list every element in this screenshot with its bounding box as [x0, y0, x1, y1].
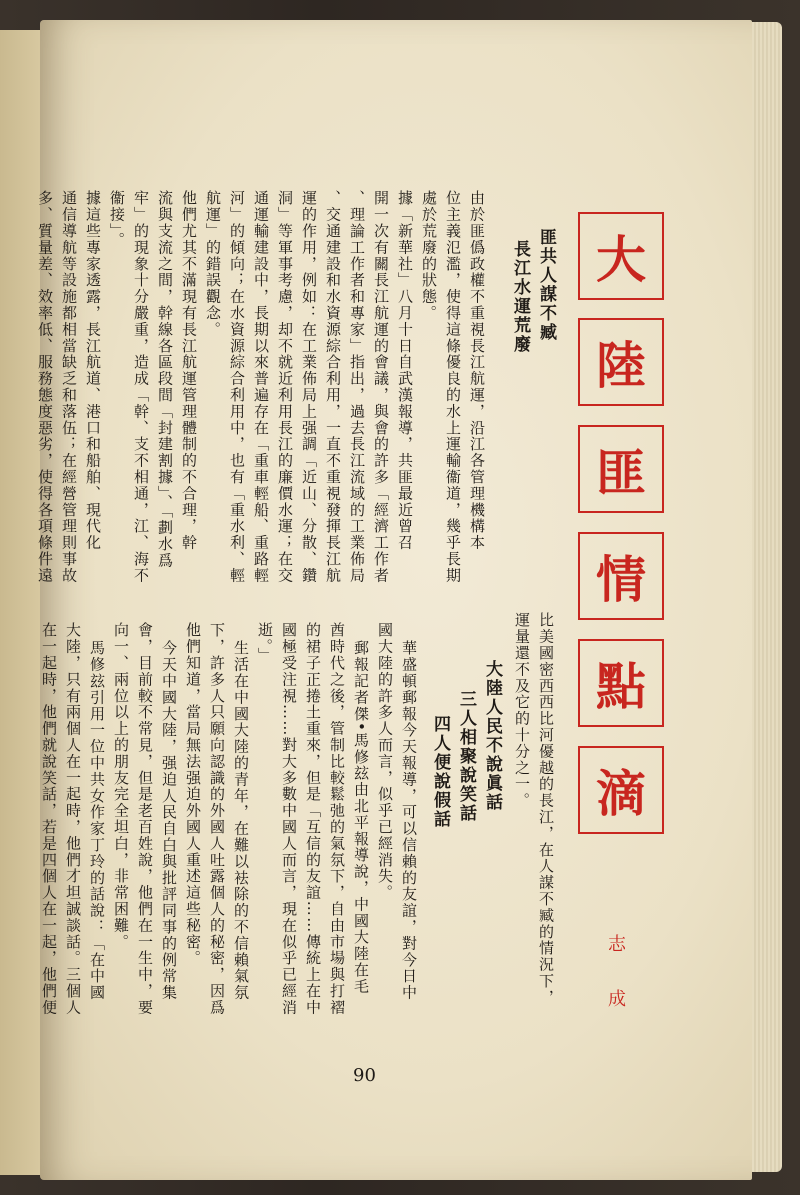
section2-body-line: 的裙子正捲土重來，但是「互信的友誼……傳統上在中	[304, 622, 322, 1016]
section2-body-line: 他們知道，當局無法强迫外國人重述這些秘密。	[184, 622, 202, 967]
section1-body-line: 洞」等軍事考慮，却不就近利用長江的廉價水運；在交	[276, 190, 294, 584]
section2-heading-line: 大陸人民不說眞話	[482, 660, 502, 812]
section2-body-line: 酋時代之後，管制比較鬆弛的氣氛下，自由市場與打褶	[328, 622, 346, 1016]
title-char: 陸	[596, 337, 646, 395]
title-char: 匪	[596, 444, 646, 502]
section2-body-line: 馬修玆引用一位中共女作家丁玲的話說：「在中國	[88, 640, 106, 1001]
section1-body-line: 處於荒廢的狀態。	[420, 190, 438, 322]
section1-body-line: 衞接」。	[108, 190, 126, 249]
title-char-box	[578, 532, 664, 620]
section1-body-line: 多、質量差、效率低、服務態度惡劣，使得各項條件遠	[36, 190, 54, 584]
author-char: 志	[608, 934, 626, 955]
section2-heading-line: 四人便說假話	[430, 715, 450, 829]
title-char-box	[578, 639, 664, 727]
title-char-box	[578, 746, 664, 834]
author-char: 成	[608, 989, 626, 1010]
title-char: 情	[596, 551, 646, 609]
section2-body-line: 今天中國大陸，强迫人民自白與批評同事的例常集	[160, 640, 178, 1001]
section2-body-line: 國大陸的許多人而言，似乎已經消失。	[376, 622, 394, 901]
section1-body-line: 運的作用，例如：在工業佈局上强調「近山、分散、鑽	[300, 190, 318, 584]
section1-body-line: 流與支流之間，幹線各區段間「封建割據」、「劃水爲	[156, 190, 174, 569]
section1-body-line: 航運」的錯誤觀念。	[204, 190, 222, 338]
section1-body-line: 、交通建設和水資源綜合利用，一直不重視發揮長江航	[324, 190, 342, 584]
section1-body-line: 開一次有關長江航運的會議，與會的許多「經濟工作者	[372, 190, 390, 584]
title-char-box	[578, 318, 664, 406]
page-number: 90	[353, 1065, 376, 1086]
section2-body-line: 下，許多人只願向認識的外國人吐露個人的秘密，因爲	[208, 622, 226, 1016]
section2-heading-line: 三人相聚說笑話	[456, 690, 476, 823]
title-char: 點	[596, 658, 646, 716]
section2-body-line: 向一、兩位以上的朋友完全坦白，非常困難。	[112, 622, 130, 950]
section2-body-line: 會，目前較不常見，但是老百姓說，他們在一生中，要	[136, 622, 154, 1016]
section2-body-line: 華盛頓郵報今天報導，可以信賴的友誼，對今日中	[400, 640, 418, 1001]
section1-body-line: 由於匪僞政權不重視長江航運，沿江各管理機構本	[468, 190, 486, 551]
title-char-box	[578, 425, 664, 513]
continuation-line: 比美國密西西比河優越的長江，在人謀不臧的情況下，	[537, 612, 555, 1006]
section2-body-line: 國極受注視……對大多數中國人而言，現在似乎已經消	[280, 622, 298, 1016]
section1-body-line: 河」的傾向；在水資源綜合利用中，也有「重水利、輕	[228, 190, 246, 584]
section1-body-line: 、理論工作者和專家」指出，過去長江流域的工業佈局	[348, 190, 366, 584]
section2-body-line: 生活在中國大陸的青年，在難以袪除的不信賴氣氛	[232, 640, 250, 1001]
section1-body-line: 位主義氾濫，使得這條優良的水上運輸衞道，幾乎長期	[444, 190, 462, 584]
section1-body-line: 通信導航等設施都相當缺乏和落伍；在經營管理則事故	[60, 190, 78, 584]
section1-body-line: 據這些專家透露，長江航道、港口和船舶、現代化	[84, 190, 102, 551]
title-char: 滴	[596, 765, 646, 823]
section1-body-line: 據「新華社」八月十日自武漢報導，共匪最近曾召	[396, 190, 414, 551]
section2-body-line: 在一起時，他們就說笑話，若是四個人在一起，他們便	[40, 622, 58, 1016]
section1-heading-line: 匪共人謀不臧	[536, 228, 556, 342]
section2-body-line: 大陸，只有兩個人在一起時，他們才坦誠談話。三個人	[64, 622, 82, 1016]
section1-body-line: 牢」的現象十分嚴重，造成「幹、支不相通，江、海不	[132, 190, 150, 584]
section2-body-line: 逝。」	[256, 622, 274, 664]
section1-body-line: 他們尤其不滿現有長江航運管理體制的不合理，幹	[180, 190, 198, 551]
title-char-box	[578, 212, 664, 300]
section1-heading-line: 長江水運荒廢	[510, 240, 530, 354]
continuation-line: 運量還不及它的十分之一。	[513, 612, 531, 809]
section2-body-line: 郵報記者傑•馬修玆由北平報導說，中國大陸在毛	[352, 640, 370, 995]
section1-body-line: 通運輸建設中，長期以來普遍存在「重車輕船、重路輕	[252, 190, 270, 584]
title-char: 大	[596, 231, 646, 289]
